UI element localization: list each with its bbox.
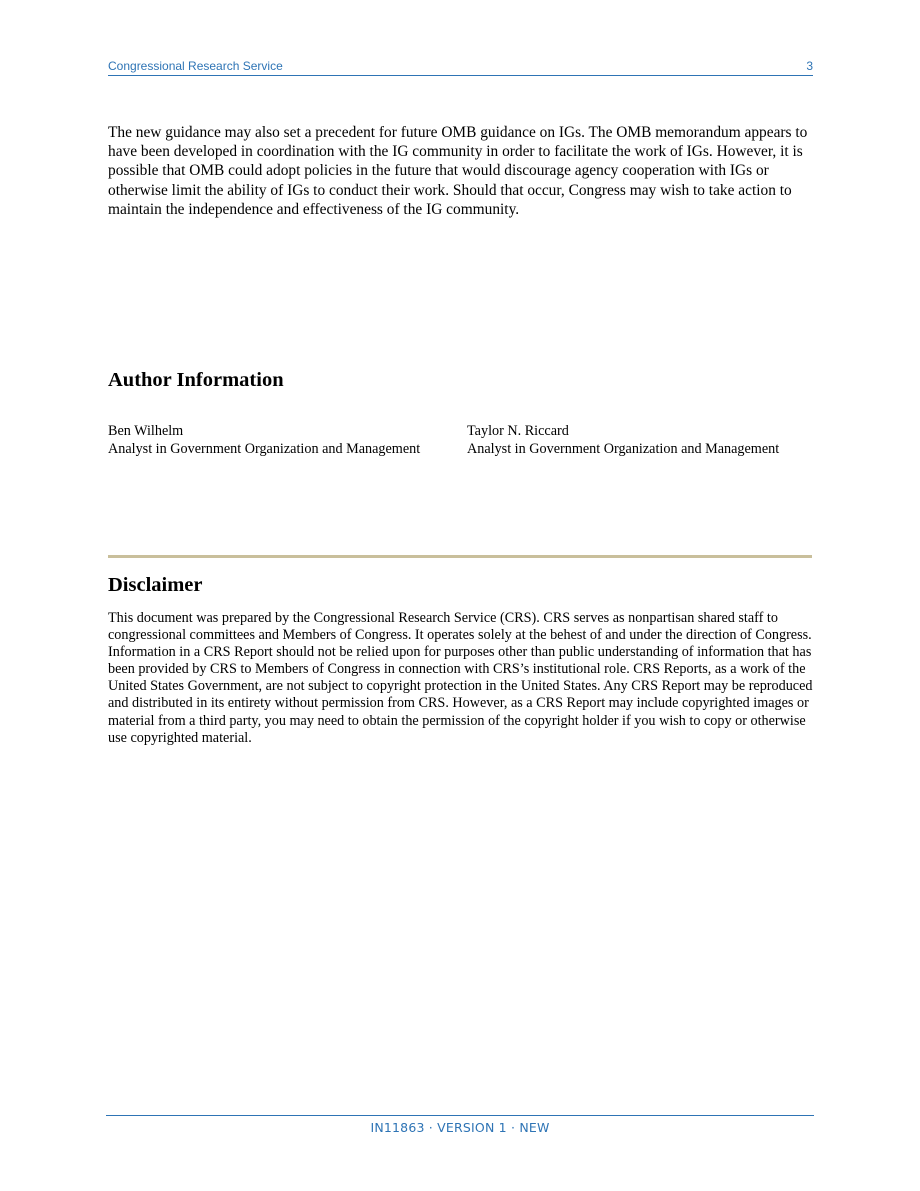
section-divider [108,555,812,558]
author-block [108,422,420,458]
author-information-heading: Author Information [108,369,284,391]
author-name: Taylor N. Riccard [467,423,569,439]
page-header [108,58,813,76]
footer-report-id: IN11863 · VERSION 1 · NEW [370,1120,550,1135]
author-name: Ben Wilhelm [108,423,184,439]
header-org-name: Congressional Research Service [108,59,283,73]
author-block [467,422,779,458]
disclaimer-text: This document was prepared by the Congressional Research Service (CRS). CRS serves as nonpartisan shared staff to congressional committees and Members of Congress. It operates solely at the behest of and under the direction of Congress. Information in a CRS Report should not be relied upon for purposes other than public understanding of information that has been provided by CRS to Members of Congress in connection with CRS’s institutional role. CRS Reports, as a work of the United States Government, are not subject to copyright protection in the United States. Any CRS Report may be reproduced and distributed in its entirety without permission from CRS. However, as a CRS Report may include copyrighted images or material from a third party, you may need to obtain the permission of the copyright holder if you wish to copy or otherwise use copyrighted material. [108,610,813,746]
header-page-number: 3 [806,59,813,73]
body-paragraph: The new guidance may also set a precedent for future OMB guidance on IGs. The OMB memorandum appears to have been developed in coordination with the IG community in order to facilitate the work of IGs. However, it is possible that OMB could adopt policies in the future that would discourage agency cooperation with IGs or otherwise limit the ability of IGs to conduct their work. Should that occur, Congress may wish to take action to maintain the independence and effectiveness of the IG community. [108,124,808,218]
author-title: Analyst in Government Organization and Management [467,441,780,457]
author-title: Analyst in Government Organization and Management [108,441,421,457]
disclaimer-heading: Disclaimer [108,574,203,596]
footer-divider [106,1115,814,1116]
